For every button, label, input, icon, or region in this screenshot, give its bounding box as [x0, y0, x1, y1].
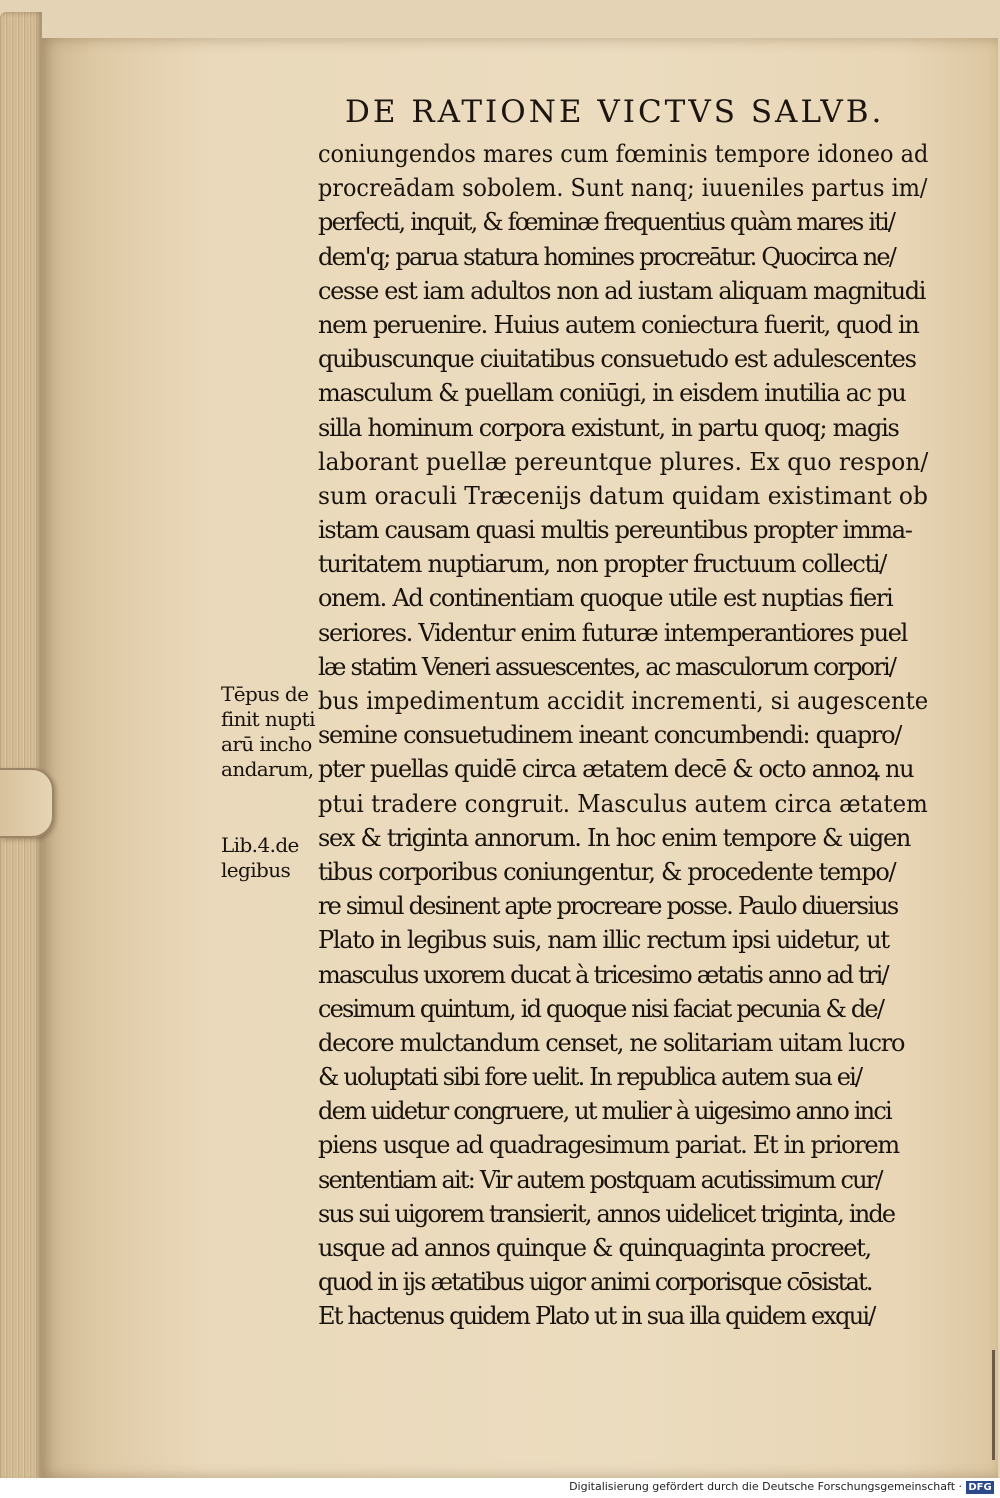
funding-footer [0, 1478, 1000, 1498]
page-edge-stack [0, 12, 42, 1482]
text-line: dem uidetur congruere, ut mulier à uigesimo anno inci [318, 1097, 891, 1126]
text-line: Et hactenus quidem Plato ut in sua illa quidem exqui/ [318, 1302, 875, 1331]
dfg-logo: DFG [966, 1481, 994, 1494]
text-line: coniungendos mares cum fœminis tempore idoneo ad [318, 140, 929, 168]
margin-note [221, 682, 315, 782]
margin-note-line: arū incho [221, 732, 312, 756]
margin-note-line: andarum, [221, 757, 314, 781]
text-line: semine consuetudinem ineant concumbendi: quapro/ [318, 721, 902, 750]
margin-note-line: finit nupti [221, 707, 315, 731]
text-line: ptui tradere congruit. Masculus autem circa ætatem [318, 789, 928, 818]
funding-credit: Digitalisierung gefördert durch die Deutsche Forschungsgemeinschaft · [569, 1480, 962, 1493]
text-line: silla hominum corpora existunt, in partu quoq; magis [318, 413, 899, 442]
text-line: sus sui uigorem transierit, annos uidelicet triginta, inde [318, 1199, 895, 1228]
text-line: læ statim Veneri assuescentes, ac masculorum corpori/ [318, 652, 896, 681]
running-head: DE RATIONE VICTVS SALVB. [345, 94, 885, 130]
text-line: turitatem nuptiarum, non propter fructuum collecti/ [318, 550, 887, 579]
text-line: perfecti, inquit, & fœminæ frequentius quàm mares iti/ [318, 208, 895, 237]
text-line: sex & triginta annorum. In hoc enim tempore & uigen [318, 823, 911, 852]
text-line: nem peruenire. Huius autem coniectura fuerit, quod in [318, 310, 919, 339]
text-line: re simul desinent apte procreare posse. Paulo diuersius [318, 892, 898, 921]
text-line: quod in ijs ætatibus uigor animi corporisque cōsistat. [318, 1268, 872, 1297]
text-line: bus impedimentum accidit incrementi, si augescente [318, 687, 929, 715]
text-line: & uoluptati sibi fore uelit. In republica autem sua ei/ [318, 1063, 862, 1092]
text-line: tibus corporibus coniungentur, & procedente tempo/ [318, 857, 896, 886]
text-line: procreādam sobolem. Sunt nanq; iuueniles partus im/ [318, 174, 928, 203]
text-line: pter puellas quidē circa ætatem decē & octo annoꝝ nu [318, 755, 914, 784]
text-line: quibuscunque ciuitatibus consuetudo est adulescentes [318, 345, 916, 374]
text-line: masculus uxorem ducat à tricesimo ætatis anno ad tri/ [318, 960, 888, 989]
text-line: sum oraculi Træcenijs datum quidam existimant ob [318, 481, 928, 510]
text-line: usque ad annos quinque & quinquaginta procreet, [318, 1234, 871, 1262]
text-line: dem'q; parua statura homines procreātur. Quocirca ne/ [318, 242, 896, 271]
text-line: cesimum quintum, id quoque nisi faciat pecunia & de/ [318, 994, 884, 1023]
margin-note-line: Tēpus de [221, 682, 309, 706]
text-line: seriores. Videntur enim futuræ intemperantiores puel [318, 618, 908, 647]
text-line: Plato in legibus suis, nam illic rectum ipsi uidetur, ut [318, 926, 889, 955]
text-line: decore mulctandum censet, ne solitariam uitam lucro [318, 1028, 905, 1057]
margin-note-line: legibus [221, 858, 291, 882]
text-line: onem. Ad continentiam quoque utile est nuptias fieri [318, 584, 893, 613]
text-line: sententiam ait: Vir autem postquam acutissimum cur/ [318, 1165, 882, 1194]
gutter-mark [992, 1350, 995, 1460]
text-line: masculum & puellam coniūgi, in eisdem inutilia ac pu [318, 379, 906, 408]
margin-note [221, 833, 299, 883]
text-line: laborant puellæ pereuntque plures. Ex quo respon/ [318, 447, 929, 476]
text-line: cesse est iam adultos non ad iustam aliquam magnitudi [318, 276, 926, 305]
text-line: istam causam quasi multis pereuntibus propter imma- [318, 516, 912, 545]
margin-note-line: Lib.4.de [221, 833, 299, 857]
text-line: piens usque ad quadragesimum pariat. Et in priorem [318, 1131, 899, 1160]
main-text-block [318, 137, 928, 1334]
book-clasp [0, 768, 54, 838]
